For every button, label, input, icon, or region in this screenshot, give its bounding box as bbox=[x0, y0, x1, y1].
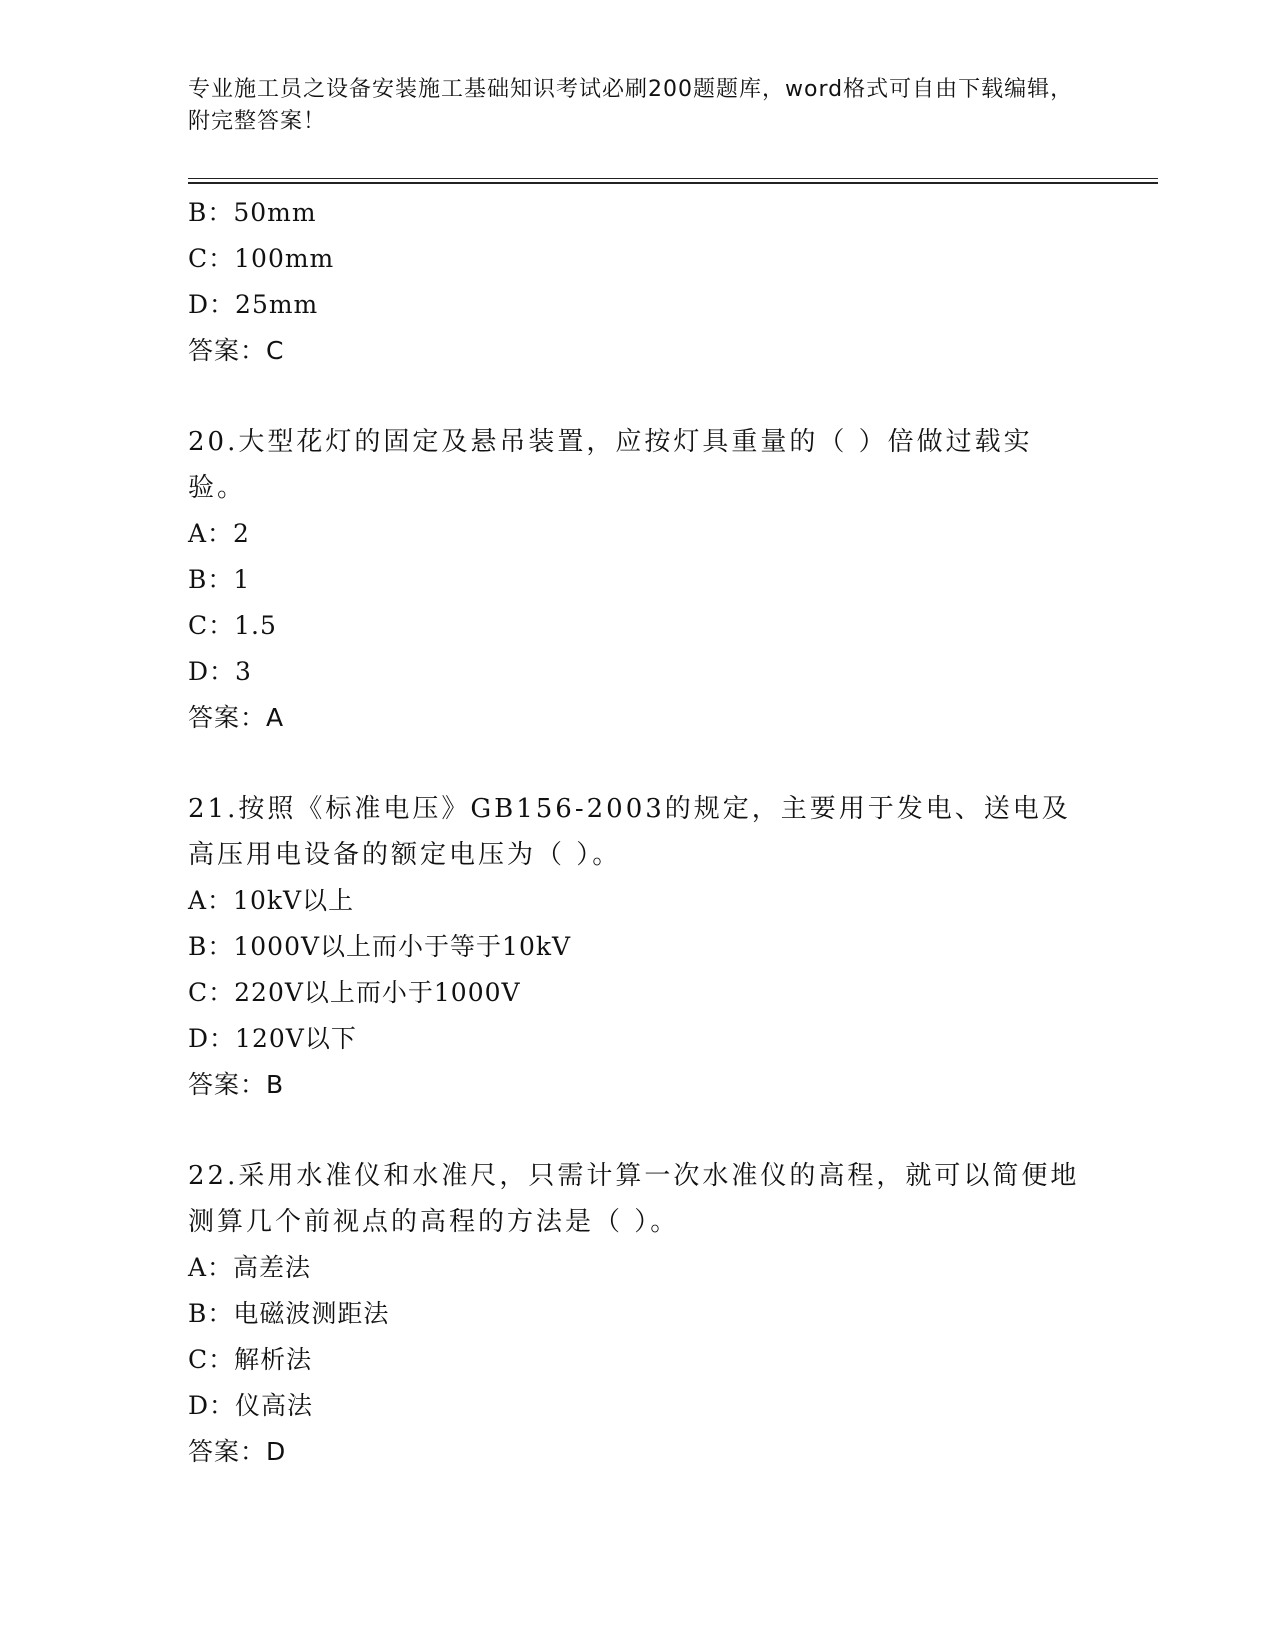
header-divider-thin bbox=[188, 178, 1158, 179]
header-divider-thick bbox=[188, 182, 1158, 184]
answer-line: 答案：D bbox=[188, 1437, 287, 1466]
option-c: C：220V以上而小于1000V bbox=[188, 978, 521, 1007]
question-text: 21.按照《标准电压》GB156-2003的规定，主要用于发电、送电及高压用电设备的额定电压为（ ）。 bbox=[188, 794, 1071, 870]
option-b: B：1 bbox=[188, 565, 251, 594]
option-a: A：高差法 bbox=[188, 1253, 312, 1282]
question-20 bbox=[188, 419, 1088, 741]
question-text: 20.大型花灯的固定及悬吊装置，应按灯具重量的（ ）倍做过载实验。 bbox=[188, 427, 1033, 503]
option-c: C：1.5 bbox=[188, 611, 277, 640]
option-c: C：解析法 bbox=[188, 1345, 313, 1374]
option-d: D：3 bbox=[188, 657, 252, 686]
option-d: D：120V以下 bbox=[188, 1024, 357, 1053]
option-d: D：仪高法 bbox=[188, 1391, 314, 1420]
option-d: D：25mm bbox=[188, 290, 319, 319]
question-22 bbox=[188, 1153, 1088, 1475]
question-list bbox=[188, 190, 1088, 1475]
option-c: C：100mm bbox=[188, 244, 335, 273]
option-a: A：2 bbox=[188, 519, 250, 548]
answer-line: 答案：A bbox=[188, 703, 285, 732]
document-header: 专业施工员之设备安装施工基础知识考试必刷200题题库，word格式可自由下载编辑，附完整答案！ bbox=[188, 77, 1074, 134]
answer-line: 答案：C bbox=[188, 336, 285, 365]
option-b: B：电磁波测距法 bbox=[188, 1299, 390, 1328]
question-text: 22.采用水准仪和水准尺，只需计算一次水准仪的高程，就可以简便地测算几个前视点的高程的方法是（ ）。 bbox=[188, 1161, 1080, 1237]
answer-line: 答案：B bbox=[188, 1070, 285, 1099]
option-b: B：50mm bbox=[188, 198, 317, 227]
question-21 bbox=[188, 786, 1088, 1108]
option-a: A：10kV以上 bbox=[188, 886, 355, 915]
previous-question-tail bbox=[188, 190, 1088, 374]
option-b: B：1000V以上而小于等于10kV bbox=[188, 932, 572, 961]
